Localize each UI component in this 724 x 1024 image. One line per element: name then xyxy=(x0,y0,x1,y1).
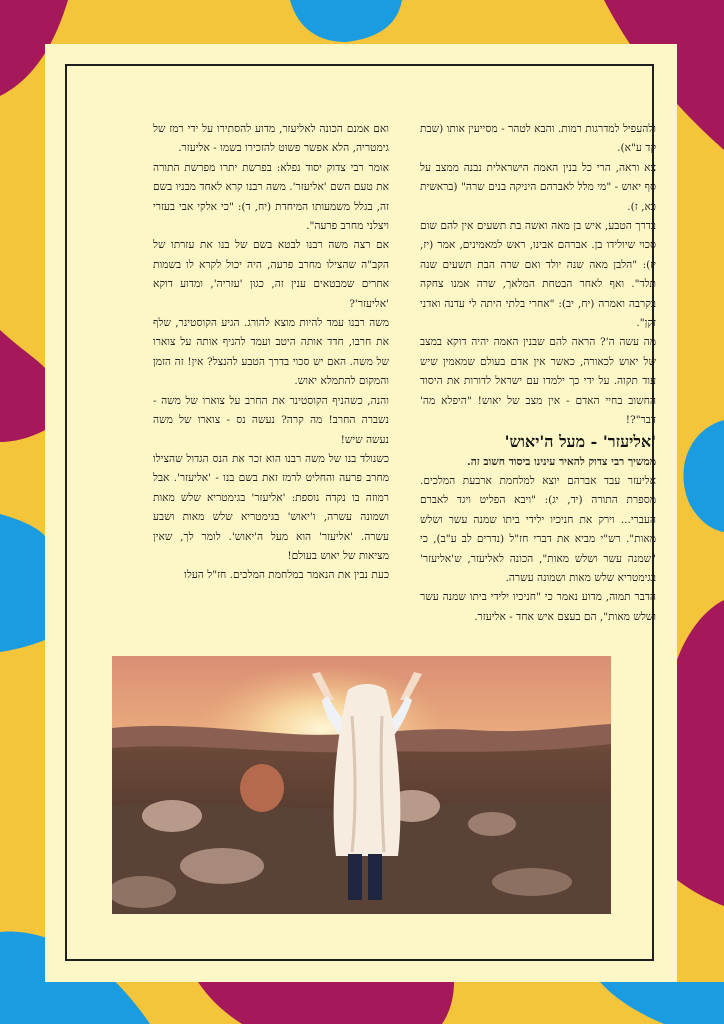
left-paragraph-1: ואם אמנם הכונה לאליעזר, מדוע להסתירו על ידי רמז של גימטריה, הלא אפשר פשוט להזכירו בשמו - אליעזר. xyxy=(153,123,389,155)
left-paragraph-3: אם רצה משה רבנו לבטא בשם של בנו את עזרתו של הקב"ה שהצילו מחרב פרעה, היה יכול לקרא לו בשמות אחרים שמבטאים ענין זה, כגון 'עזריה', ומדוע דוקא 'אליעזר'? xyxy=(153,239,389,310)
magenta-shape-right xyxy=(677,600,724,906)
left-paragraph-2: אומר רבי צדוק יסוד נפלא: בפרשת יתרו מפרשת התורה את טעם השם 'אליעזר'. משה רבנו קרא לאחד מבניו בשם זה, בגלל משמעותו המיחדת (יח, ד): "כי אלקי אבי בעזרי ויצלני מחרב פרעה". xyxy=(153,161,389,233)
right-paragraph-4: מה עשה ה'? הראה להם שבנין האמה יהיה דוקא במצב של יאוש לכאורה, כאשר אין אדם בעולם שמאמין שיש עוד תקוה. על ידי כך ילמדו עם ישראל לדורות את היסוד החשוב בחיי האדם - אין מצב של יאוש! "היפלא מה' דבר"?! xyxy=(420,336,656,427)
sunset-prayer-photo xyxy=(112,656,611,914)
right-paragraph-2: צא וראה, הרי כל בנין האמה הישראלית נבנה ממצב על סף יאוש - "מי מלל לאברהם היניקה בנים שרה" (בראשית כא, ז). xyxy=(420,161,656,213)
left-paragraph-4: משה רבנו עמד להיות מוצא להורג. הגיע הקוסטינר, שלף את חרבו, חדד אותה היטב ועמד להניף אותה על צוארו של משה. האם יש סכוי בדרך הטבע להנצל? אין! זה הזמן והמקום להתמלא יאוש. xyxy=(153,317,389,388)
section-subheading: ממשיך רבי צדוק להאיר עינינו ביסוד חשוב זה. xyxy=(467,455,656,468)
left-paragraph-7: כעת נבין את הנאמר במלחמת המלכים. חז"ל העלו xyxy=(184,569,389,582)
left-column xyxy=(153,120,389,586)
section-heading: 'אליעזר' - מעל ה'יאוש' xyxy=(504,431,656,451)
left-paragraph-6: כשנולד בנו של משה רבנו הוא זכר את הנס הגדול שהצילו מחרב פרעה והחליט לרמז זאת בשם בנו - 'אליעזר'. אבל רמוזה בו נקדה נוספת: 'אליעזר' בגימטריא שלש מאות ושמונה עשרה, ו'יאוש' בגימטריא שלש מאות ושבע עשרה. 'אליעזר' הוא מעל ה'יאוש'. לומר לך, שאין מציאות של יאוש בעולם! xyxy=(153,452,389,562)
right-column xyxy=(420,120,656,627)
right-paragraph-6: הדבר תמוה, מדוע נאמר כי "חניכיו ילידי ביתו שמנה עשר ושלש מאות", הם בעצם איש אחד - אליעזר. xyxy=(420,591,656,623)
left-paragraph-5: והנה, כשהניף הקוסטינר את החרב על צוארו של משה - נשברה החרב! מה קרה? נעשה נס - צוארו של משה נעשה שיש! xyxy=(153,394,389,446)
blue-shape-left xyxy=(0,514,45,652)
right-paragraph-3: בדרך הטבע, איש בן מאה ואשה בת תשעים אין להם שום סכוי שיולידו בן. אברהם אבינו, ראש למאמינים, אמר (יז, יז): "הלבן מאה שנה יולד ואם שרה הבת תשעים שנה תלד". ואף לאחר הבטחת המלאך, שרה אמנו צחקה בקרבה ואמרה (יח, יב): "אחרי בלתי היתה לי עדנה ואדני זקן". xyxy=(420,220,656,330)
right-paragraph-5: אליעזר עבד אברהם יוצא למלחמת ארבעת המלכים. מספרת התורה (יד, יג): "ויבא הפליט ויגד לאברם העברי... וירק את חניכיו ילידי ביתו שמנה עשר ושלש מאות". רש"י מביא את דברי חז"ל (נדרים לב ע"ב), כי "שמנה עשר ושלש מאות", הכונה לאליעזר, ש'אליעזר' בגימטריא שלש מאות ושמונה עשרה. xyxy=(420,474,656,584)
right-paragraph-1: ולהעפיל למדרגות רמות. והבא לטהר - מסייעין אותו (שבת קד ע"א). xyxy=(420,123,656,155)
magenta-shape-bottom-center xyxy=(198,982,454,1024)
